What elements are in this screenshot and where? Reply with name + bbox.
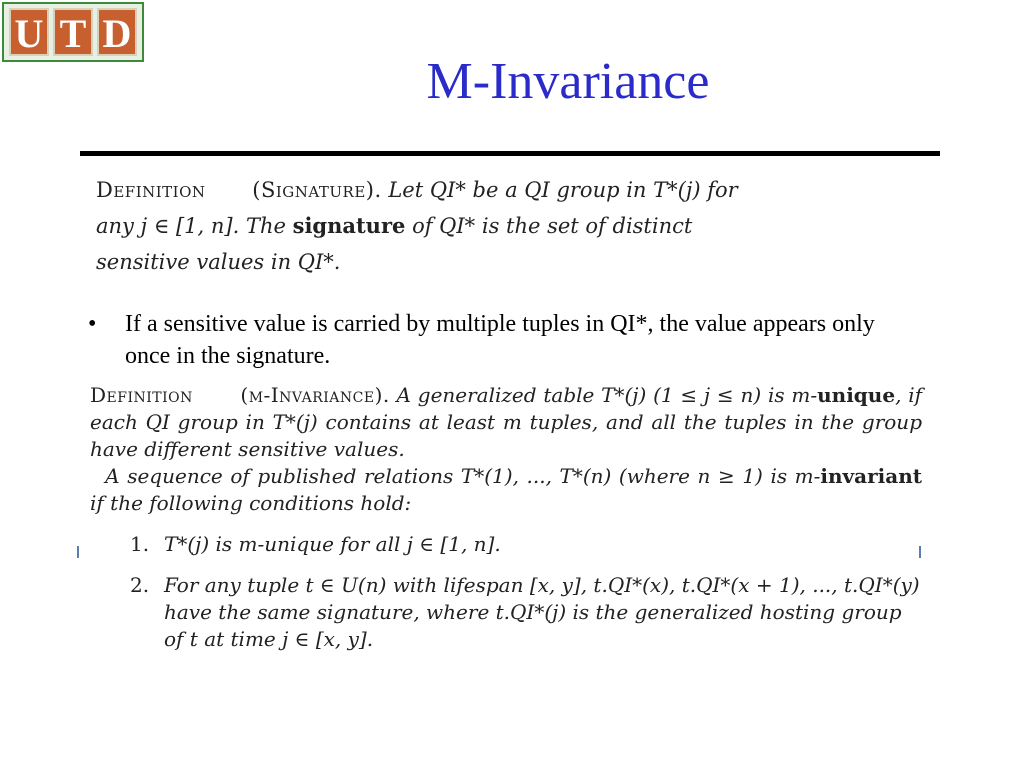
definition-text-2: A sequence of published relations T*(1), ..., T*(n) (where n ≥ 1) is m- — [105, 464, 821, 488]
bullet-symbol: • — [88, 311, 97, 337]
conditions-list — [90, 531, 922, 653]
definition-name: (m-Invariance). — [240, 383, 390, 407]
utd-logo — [2, 2, 144, 62]
definition-text-2b: if the following conditions hold: — [90, 491, 412, 515]
condition-text: For any tuple t ∈ U(n) with lifespan [x, y], t.QI*(x), t.QI*(x + 1), ..., t.QI*(y) have the same signature, where t.QI*(j) is the generalized hosting group of t at time j ∈ [x, y]. — [164, 573, 920, 651]
logo-letter-t: T — [53, 8, 93, 56]
condition-number: 1. — [130, 532, 150, 556]
scan-mark-right — [919, 546, 921, 558]
definition-name: (Signature). — [252, 178, 382, 202]
condition-item — [90, 572, 922, 653]
logo-letter-d: D — [97, 8, 137, 56]
definition-heading: Definition — [96, 178, 206, 202]
condition-item — [90, 531, 922, 558]
title-divider — [80, 151, 940, 156]
condition-text: T*(j) is m-unique for all j ∈ [1, n]. — [164, 532, 501, 556]
scan-mark-left — [77, 546, 79, 558]
definition-text-1: A generalized table T*(j) (1 ≤ j ≤ n) is m- — [396, 383, 818, 407]
bullet-text: If a sensitive value is carried by multiple tuples in QI*, the value appears only once in the signature. — [125, 311, 875, 369]
condition-number: 2. — [130, 573, 150, 597]
definition-text-1: Let QI* be a QI group in T*(j) for any j ∈ [1, n]. The — [96, 178, 738, 238]
slide-title: M-Invariance — [426, 53, 710, 110]
keyword-unique: unique — [817, 383, 896, 407]
definition-text-2: of QI* is the set of distinct sensitive values in QI*. — [96, 214, 693, 274]
definition-text-1b: , if each QI group in T*(j) contains at least m tuples, and all the tuples in the group have different sensitive values. — [90, 383, 923, 461]
logo-letter-u: U — [9, 8, 49, 56]
definition-keyword: signature — [292, 213, 406, 238]
definition-invariance — [90, 382, 922, 653]
definition-signature — [96, 172, 756, 280]
keyword-invariant: invariant — [820, 464, 922, 488]
definition-heading: Definition — [90, 383, 193, 407]
bullet-item — [88, 308, 888, 372]
